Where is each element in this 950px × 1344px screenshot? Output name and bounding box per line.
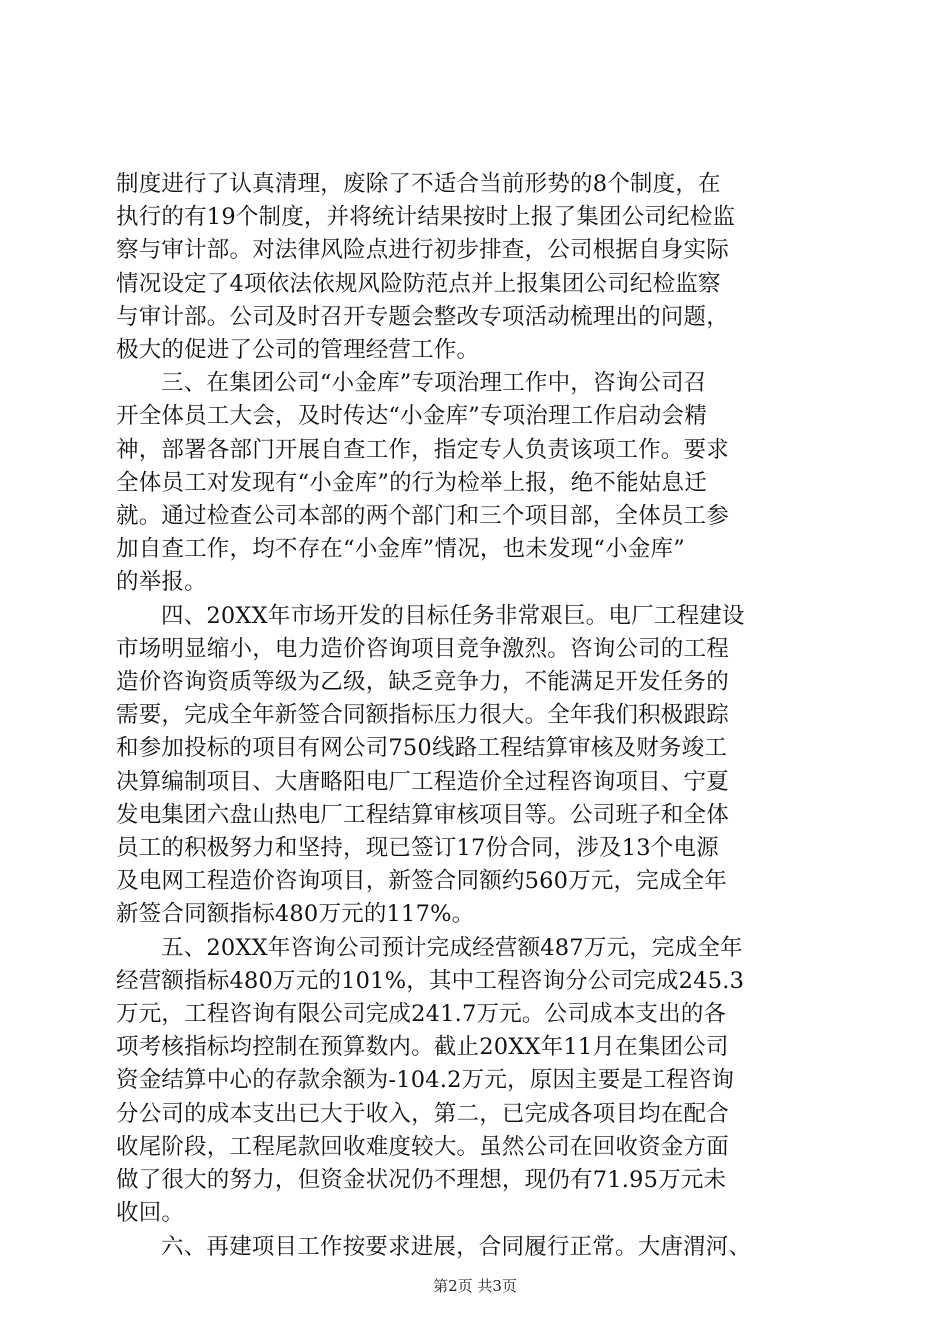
paragraph-continuation: 制度进行了认真清理，废除了不适合当前形势的8个制度，在 执行的有19个制度，并将统计结果按时上报了集团公司纪检监 察与审计部。对法律风险点进行初步排查，公司根据自身实际 情况设定了4项依法依规风险防范点并上报集团公司纪检监察 与审计部。公司及时召开专题会整改专项活动梳理出的问题， 极大的促进了公司的管理经营工作。: [116, 171, 736, 364]
paragraph-section-6: 六、再建项目工作按要求进展，合同履行正常。大唐渭河、: [161, 1233, 752, 1260]
paragraph-section-3: 三、在集团公司“小金库”专项治理工作中，咨询公司召 开全体员工大会，及时传达“小金库”专项治理工作启动会精 神，部署各部门开展自查工作，指定专人负责该项工作。要求 全体员工对发现有“小金库”的行为检举上报，绝不能姑息迁 就。通过检查公司本部的两个部门和三个项目部，全体员工参 加自查工作，均不存在“小金库”情况，也未发现“小金库” 的举报。: [116, 370, 729, 596]
paragraph-section-4: 四、20XX年市场开发的目标任务非常艰巨。电厂工程建设 市场明显缩小，电力造价咨询项目竞争激烈。咨询公司的工程 造价咨询资质等级为乙级，缺乏竞争力，不能满足开发任务的 需要，完成全年新签合同额指标压力很大。全年我们积极跟踪 和参加投标的项目有网公司750线路工程结算审核及财务竣工 决算编制项目、大唐略阳电厂工程造价全过程咨询项目、宁夏 发电集团六盘山热电厂工程结算审核项目等。公司班子和全体 员工的积极努力和坚持，现已签订17份合同，涉及13个电源 及电网工程造价咨询项目，新签合同额约560万元，完成全年 新签合同额指标480万元的117%。: [116, 602, 745, 928]
paragraph-section-5: 五、20XX年咨询公司预计完成经营额487万元，完成全年 经营额指标480万元的101%，其中工程咨询分公司完成245.3 万元，工程咨询有限公司完成241.7万元。公司成本支出的各 项考核指标均控制在预算数内。截止20XX年11月在集团公司 资金结算中心的存款余额为-104.2万元，原因主要是工程咨询 分公司的成本支出已大于收入，第二，已完成各项目均在配合 收尾阶段，工程尾款回收难度较大。虽然公司在回收资金方面 做了很大的努力，但资金状况仍不理想，现仍有71.95万元未 收回。: [116, 934, 745, 1227]
document-body: [116, 168, 844, 1264]
page-footer: 第2页 共3页: [433, 1277, 517, 1295]
